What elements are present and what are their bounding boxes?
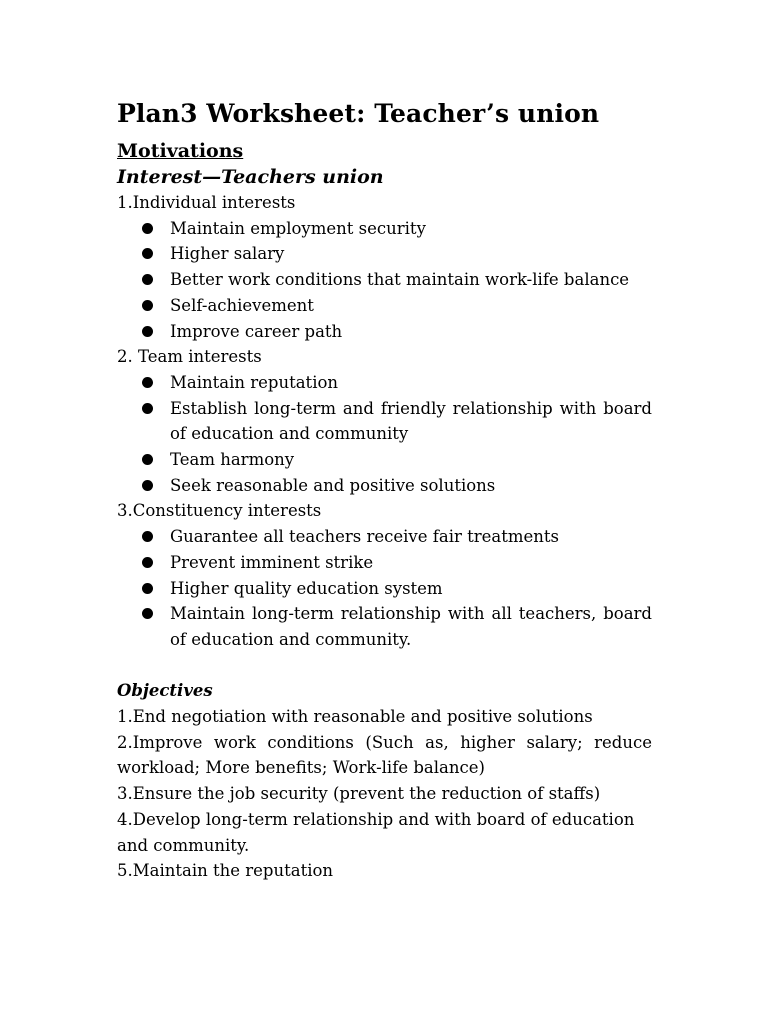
list-item (117, 576, 652, 602)
interest-heading: Interest—Teachers union (117, 166, 384, 188)
list-item-text: Maintain long-term relationship with all teachers, board of education and community. (170, 604, 652, 649)
bullet-list-constituency (117, 524, 652, 653)
motivations-heading: Motivations (117, 140, 244, 162)
blank-line (117, 653, 652, 679)
bullet-icon (142, 403, 153, 414)
list-item-text: Team harmony (170, 450, 295, 470)
bullet-icon (142, 274, 153, 285)
bullet-icon (142, 480, 153, 491)
bullet-icon (142, 557, 153, 568)
list-item (117, 447, 652, 473)
objectives-heading: Objectives (117, 681, 213, 701)
list-item-text: Maintain reputation (170, 372, 339, 392)
list-item-text: Better work conditions that maintain work-life balance (170, 270, 630, 290)
bullet-icon (142, 583, 153, 594)
objective-item: 2.Improve work conditions (Such as, higher salary; reduce workload; More benefits; Work-life balance) (117, 732, 652, 778)
objective-item: 1.End negotiation with reasonable and positive solutions (117, 707, 593, 727)
bullet-icon (142, 377, 153, 388)
list-item (117, 267, 652, 293)
list-item (117, 473, 652, 499)
list-item-text: Prevent imminent strike (170, 552, 374, 572)
list-item-text: Higher quality education system (170, 578, 443, 598)
list-item (117, 396, 652, 447)
group-label-constituency: 3.Constituency interests (117, 501, 322, 521)
bullet-icon (142, 454, 153, 465)
objective-item: 3.Ensure the job security (prevent the reduction of staffs) (117, 784, 601, 804)
list-item (117, 241, 652, 267)
list-item-text: Higher salary (170, 244, 285, 264)
document-title: Plan3 Worksheet: Teacher’s union (117, 99, 600, 128)
bullet-icon (142, 326, 153, 337)
objective-item: 5.Maintain the reputation (117, 861, 334, 881)
list-item (117, 524, 652, 550)
list-item (117, 550, 652, 576)
bullet-icon (142, 300, 153, 311)
list-item-text: Maintain employment security (170, 218, 426, 238)
group-label-team: 2. Team interests (117, 347, 262, 367)
list-item-text: Seek reasonable and positive solutions (170, 475, 496, 495)
document-page (117, 96, 652, 884)
list-item (117, 216, 652, 242)
bullet-list-team (117, 370, 652, 499)
bullet-icon (142, 608, 153, 619)
list-item-text: Establish long-term and friendly relationship with board of education and community (170, 398, 652, 444)
list-item-text: Improve career path (170, 321, 343, 341)
bullet-icon (142, 223, 153, 234)
objectives-list (117, 704, 652, 884)
objective-item: 4.Develop long-term relationship and with board of education and community. (117, 809, 635, 855)
bullet-icon (142, 531, 153, 542)
bullet-icon (142, 248, 153, 259)
list-item (117, 319, 652, 345)
interest-groups (117, 190, 652, 653)
list-item (117, 293, 652, 319)
list-item (117, 601, 652, 652)
list-item (117, 370, 652, 396)
bullet-list-individual (117, 216, 652, 345)
group-label-individual: 1.Individual interests (117, 193, 296, 212)
list-item-text: Guarantee all teachers receive fair treatments (170, 527, 560, 547)
list-item-text: Self-achievement (170, 295, 314, 315)
